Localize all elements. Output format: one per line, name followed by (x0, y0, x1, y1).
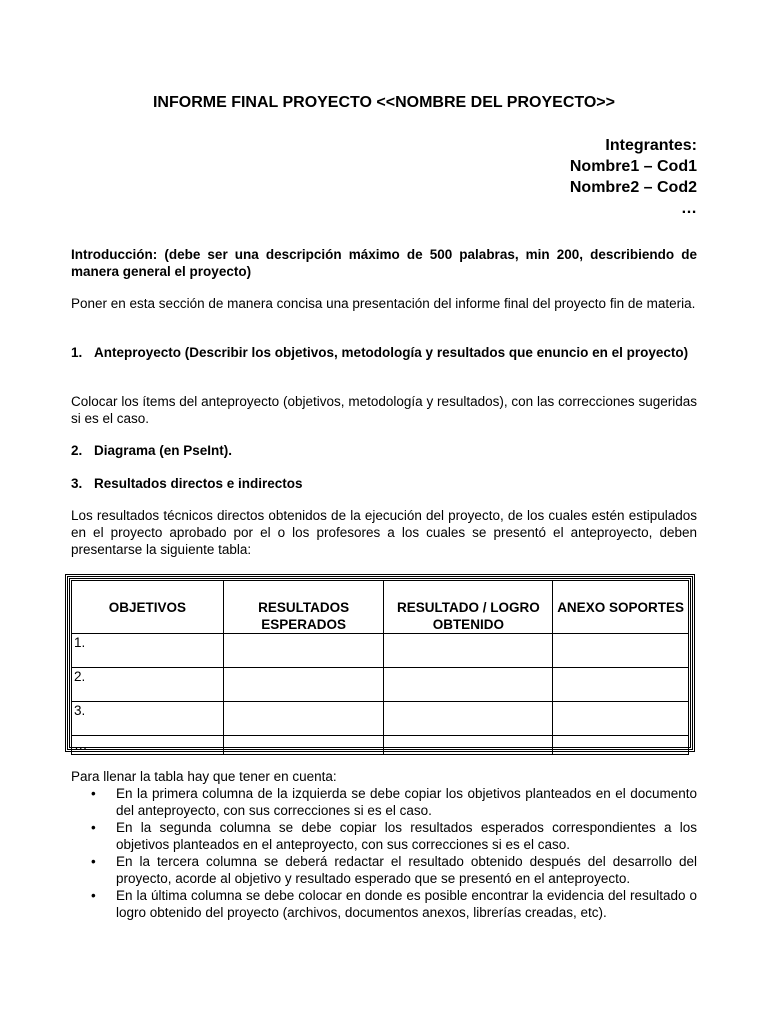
page-title: INFORME FINAL PROYECTO <<NOMBRE DEL PROYECTO>> (152, 94, 615, 111)
bullet-icon: • (91, 854, 96, 869)
table-cell (553, 668, 689, 702)
table-cell (223, 668, 384, 702)
column-header: OBJETIVOS (72, 581, 224, 634)
table-cell (553, 702, 689, 736)
table-cell (384, 736, 553, 755)
row-label: 2. (72, 668, 224, 702)
row-label: 3. (72, 702, 224, 736)
list-item-text: En la segunda columna se debe copiar los resultados esperados correspondientes a los objetivos planteados en el anteproyecto, con sus correcciones si es el caso. (116, 820, 697, 852)
section-2-heading (71, 442, 697, 459)
table-cell (384, 702, 553, 736)
row-label: 1. (72, 634, 224, 668)
members-block (570, 135, 697, 219)
member-line: … (681, 200, 697, 217)
section-title: Anteproyecto (Describir los objetivos, metodología y resultados que enuncio en el proyecto) (94, 345, 689, 360)
list-item-text: En la última columna se debe colocar en donde es posible encontrar la evidencia del resultado o logro obtenido del proyecto (archivos, documentos anexos, librerías creadas, etc). (116, 888, 697, 920)
list-item-text: En la primera columna de la izquierda se debe copiar los objetivos planteados en el documento del anteproyecto, con sus correcciones si es el caso. (116, 786, 697, 818)
table-cell (223, 736, 384, 755)
table-row (72, 668, 689, 702)
table-row (72, 736, 689, 755)
results-table (71, 580, 689, 755)
list-item (71, 887, 697, 921)
table-row (72, 702, 689, 736)
table-cell (223, 634, 384, 668)
list-item (71, 819, 697, 853)
column-header: RESULTADOS ESPERADOS (223, 581, 384, 634)
column-header: ANEXO SOPORTES (553, 581, 689, 634)
section-number: 2. (71, 443, 83, 458)
section-title: Resultados directos e indirectos (94, 476, 303, 491)
row-label: … (72, 736, 224, 755)
bullet-icon: • (91, 820, 96, 835)
table-notes (71, 768, 697, 921)
table-row (72, 634, 689, 668)
intro-heading: Introducción: (debe ser una descripción máximo de 500 palabras, min 200, describiendo de manera general el proyecto) (71, 247, 697, 279)
list-item (71, 853, 697, 887)
section-number: 1. (71, 345, 83, 360)
table-cell (384, 634, 553, 668)
list-item (71, 785, 697, 819)
section-number: 3. (71, 476, 83, 491)
bullet-icon: • (91, 786, 96, 801)
table-cell (384, 668, 553, 702)
list-item-text: En la tercera columna se deberá redactar el resultado obtenido después del desarrollo del proyecto, acorde al objetivo y resultado esperado que se presentó en el anteproyecto. (116, 854, 697, 886)
column-header: RESULTADO / LOGRO OBTENIDO (384, 581, 553, 634)
member-line: Nombre2 – Cod2 (569, 179, 697, 196)
table-cell (553, 736, 689, 755)
results-table-frame (65, 574, 695, 752)
members-heading: Integrantes: (605, 137, 697, 154)
member-line: Nombre1 – Cod1 (569, 158, 697, 175)
bullet-icon: • (91, 888, 96, 903)
section-3-body: Los resultados técnicos directos obtenidos de la ejecución del proyecto, de los cuales estén estipulados en el proyecto aprobado por el o los profesores a los cuales se presentó el anteproyecto, deben presentarse la siguiente tabla: (71, 508, 697, 557)
table-cell (223, 702, 384, 736)
table-header-row (72, 581, 689, 634)
section-title: Diagrama (en PseInt). (94, 443, 233, 458)
notes-intro: Para llenar la tabla hay que tener en cuenta: (71, 769, 337, 784)
section-1-heading (71, 344, 697, 361)
notes-list (71, 785, 697, 921)
intro-body: Poner en esta sección de manera concisa una presentación del informe final del proyecto fin de materia. (71, 296, 696, 311)
table-cell (553, 634, 689, 668)
section-1-body: Colocar los ítems del anteproyecto (objetivos, metodología y resultados), con las correcciones sugeridas si es el caso. (71, 394, 697, 426)
section-3-heading (71, 475, 697, 492)
